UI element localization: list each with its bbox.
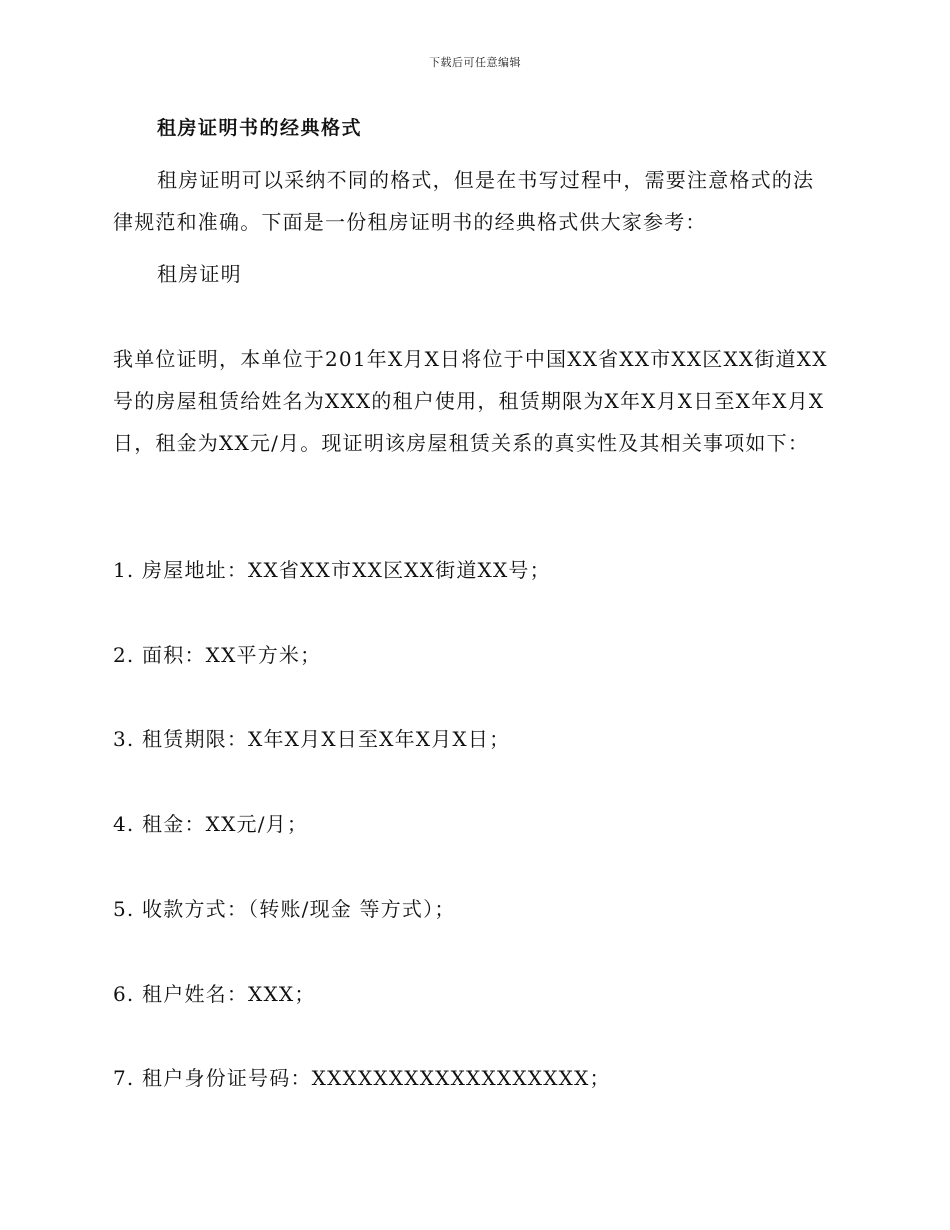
list-item-area: 2. 面积：XX平方米； <box>113 643 322 667</box>
list-item-lease-term: 3. 租赁期限：X年X月X日至X年X月X日； <box>113 727 511 751</box>
list-item-rent: 4. 租金：XX元/月； <box>113 812 309 836</box>
list-item-tenant-name: 6. 租户姓名：XXX； <box>113 982 316 1006</box>
certificate-body-paragraph: 我单位证明，本单位于201年X月X日将位于中国XX省XX市XX区XX街道XX号的房屋租赁给姓名为XXX的租户使用，租赁期限为X年X月X日至X年X月X日，租金为XX元/月。现证明该房屋租赁关系的真实性及其相关事项如下： <box>113 347 828 455</box>
list-item-address: 1. 房屋地址：XX省XX市XX区XX街道XX号； <box>113 558 551 582</box>
list-item-payment-method: 5. 收款方式：（转账/现金 等方式）； <box>113 897 456 921</box>
list-item-tenant-id: 7. 租户身份证号码：XXXXXXXXXXXXXXXXXX； <box>113 1066 611 1090</box>
document-title: 租房证明书的经典格式 <box>157 117 363 139</box>
certificate-heading: 租房证明 <box>157 262 242 286</box>
page-header: 下载后可任意编辑 <box>429 56 521 69</box>
intro-paragraph: 租房证明可以采纳不同的格式，但是在书写过程中，需要注意格式的法律规范和准确。下面是一份租房证明书的经典格式供大家参考： <box>113 168 815 234</box>
